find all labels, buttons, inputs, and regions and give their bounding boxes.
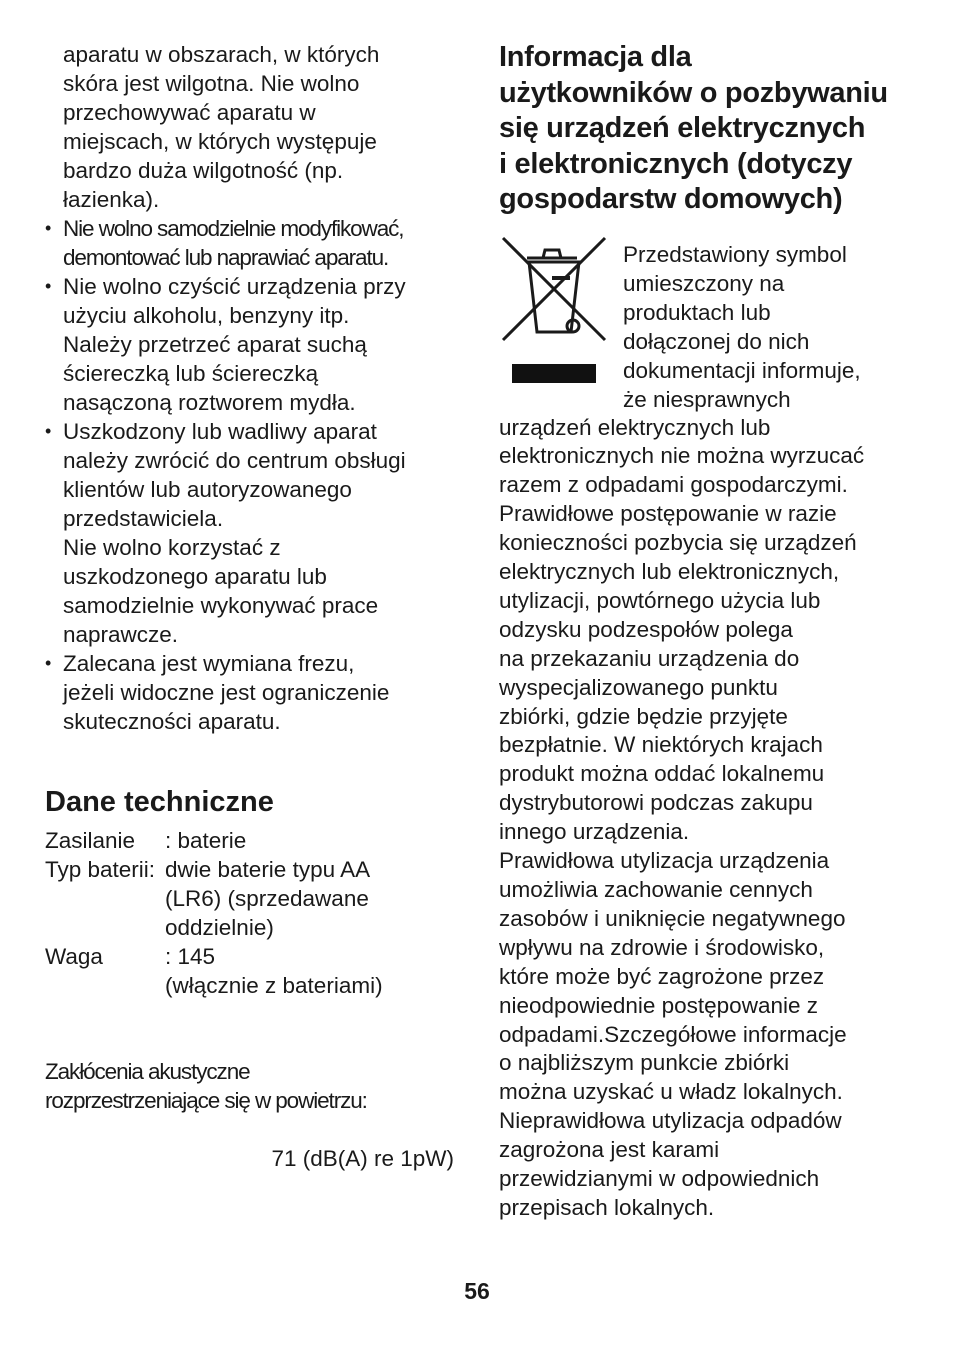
symbol-description: Przedstawiony symbol umieszczony na produktach lub dołączonej do nich dokumentacji informuje, że niesprawnych — [623, 241, 861, 412]
symbol-row — [499, 240, 919, 414]
bullet-item: • Nie wolno samodzielnie modyfikować, demontować lub naprawiać aparatu. — [45, 214, 460, 272]
disposal-heading: Informacja dla użytkowników o pozbywaniu się urządzeń elektrycznych i elektronicznych (dotyczy gospodarstw domowych) — [499, 41, 888, 215]
spec-value: : 145 (włącznie z bateriami) — [165, 944, 383, 998]
disposal-body-text: urządzeń elektrycznych lub elektronicznych nie można wyrzucać razem z odpadami gospodarczymi. Prawidłowe postępowanie w razie konieczności pozbycia się urządzeń elektrycznych lub elektronicznych, utylizacji, powtórnego użycia lub odzysku podzespołów polega na przekazaniu urządzenia do wyspecjalizowanego punktu zbiórki, gdzie będzie przyjęte bezpłatnie. W niektórych krajach produkt można oddać lokalnemu dystrybutorowi podczas zakupu innego urządzenia. Prawidłowa utylizacja urządzenia umożliwia zachowanie cennych zasobów i uniknięcie negatywnego wpływu na zdrowie i środowisko, które może być zagrożone przez nieodpowiednie postępowanie z odpadami.Szczegółowe informacje o najbliższym punkcie zbiórki można uzyskać u władz lokalnych. Nieprawidłowa utylizacja odpadów zagrożona jest karami przewidzianymi w odpowiednich przepisach lokalnych. — [499, 414, 865, 1220]
intro-paragraph: aparatu w obszarach, w których skóra jest wilgotna. Nie wolno przechowywać aparatu w miejscach, w których występuje bardzo duża wilgotność (np. łazienka). — [63, 42, 380, 212]
spec-key: Typ baterii: — [45, 857, 156, 882]
spec-row — [45, 855, 460, 942]
crossed-out-wheeled-bin-icon — [499, 236, 609, 396]
spec-row — [45, 826, 460, 855]
spec-value: dwie baterie typu AA (LR6) (sprzedawane oddzielnie) — [165, 857, 371, 940]
right-column — [499, 40, 919, 1223]
spec-key: Waga — [45, 944, 103, 969]
bullet-item: • Uszkodzony lub wadliwy aparat należy zwrócić do centrum obsługi klientów lub autoryzowanego przedstawiciela. Nie wolno korzystać z uszkodzonego aparatu lub samodzielnie wykonywać prace naprawcze. — [45, 417, 460, 649]
spec-row — [45, 942, 460, 1000]
noise-label: Zakłócenia akustyczne rozprzestrzeniające się w powietrzu: — [45, 1059, 367, 1113]
noise-block — [45, 1028, 460, 1202]
spec-value: : baterie — [165, 828, 247, 853]
bullet-item: • Zalecana jest wymiana frezu, jeżeli widoczne jest ograniczenie skuteczności aparatu. — [45, 649, 460, 736]
spec-key: Zasilanie — [45, 828, 136, 853]
page-number: 56 — [464, 1278, 490, 1304]
bullet-item: • Nie wolno czyścić urządzenia przy użyciu alkoholu, benzyny itp. Należy przetrzeć aparat suchą ściereczką lub ściereczką nasączoną roztworem mydła. — [45, 272, 460, 417]
noise-value: 71 (dB(A) re 1pW) — [271, 1146, 454, 1171]
tech-data-heading: Dane techniczne — [45, 786, 274, 818]
left-column — [45, 40, 460, 1202]
